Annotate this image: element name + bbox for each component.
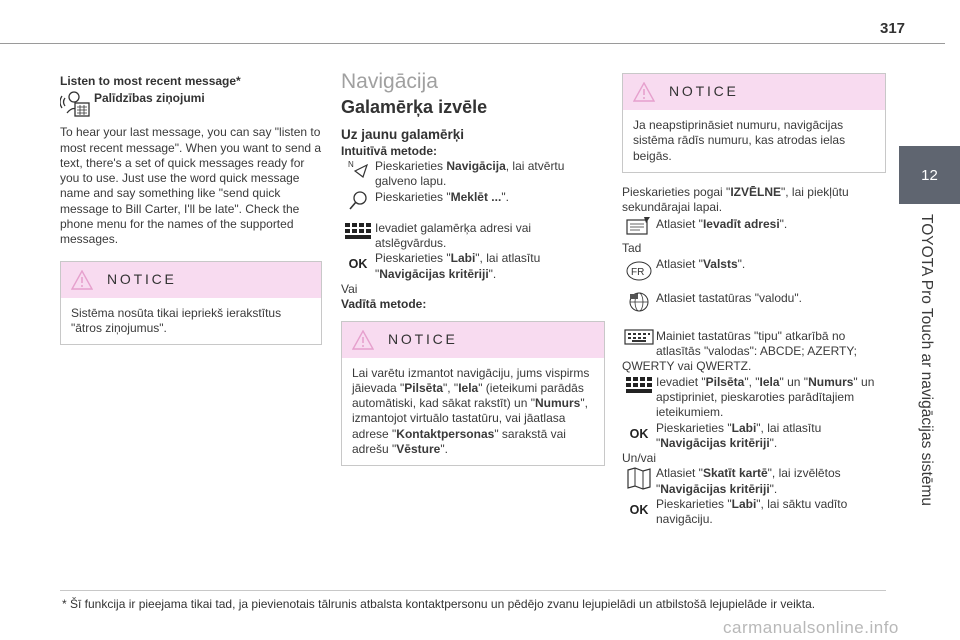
notice-title: NOTICE (669, 83, 739, 100)
header-rule (0, 43, 945, 44)
listen-heading: Listen to most recent message* (60, 74, 241, 88)
left-column (60, 74, 322, 345)
country-icon (622, 257, 656, 281)
map-icon (622, 466, 656, 497)
notice-box-left (60, 261, 322, 346)
chapter-title: TOYOTA Pro Touch ar navigācijas sistēmu (918, 214, 935, 507)
watermark: carmanualsonline.info (723, 618, 899, 637)
right-column (622, 73, 886, 528)
step-navigation: Pieskarieties Navigācija, lai atvērtu galveno lapu. (375, 159, 565, 189)
address-icon (622, 215, 656, 237)
notice-text: Lai varētu izmantot navigāciju, jums vispirms jāievada "Pilsēta", "Iela" (ieteikumi parādās automātiski, kad sākat rakstīt) un "Numurs", izmantojot virtuālo tastatūru, vai jāatlasa adrese "Kontaktpersonas" sarakstā vai adrešu "Vēsture". (352, 365, 590, 457)
keyboard-icon (341, 221, 375, 252)
step-country: Atlasiet "Valsts". (656, 256, 746, 271)
guided-method: Vadītā metode: (341, 297, 427, 312)
warning-icon (352, 330, 374, 350)
subsection-title: Galamērķa izvēle (341, 97, 488, 118)
chapter-tab[interactable]: 12 (899, 146, 960, 204)
language-icon (622, 291, 656, 313)
step-enter-address: Ievadiet galamērķa adresi vai atslēgvārdus. (375, 220, 532, 251)
ok-icon: OK (629, 503, 649, 518)
step-ok: Pieskarieties "Labi", lai atlasītu "Navigācijas kritēriji". (375, 251, 541, 281)
notice-box-right (622, 73, 886, 173)
fr-label: FR (631, 266, 645, 278)
notice-text: Ja neapstiprināsiet numuru, navigācijas sistēma rādīs numuru, kas atrodas ielas beigās. (633, 118, 846, 163)
warning-icon (633, 82, 655, 102)
notice-box-middle (341, 321, 605, 467)
keyboard-type-block (622, 329, 886, 375)
step-keyboard-type: Mainiet tastatūras "tipu" atkarībā no atlasītās "valodas": ABCDE; AZERTY; QWERTY vai QWERTZ. (622, 328, 857, 374)
navigation-icon (341, 159, 375, 190)
enter-address-block (622, 375, 886, 421)
notice-text: Sistēma nosūta tikai iepriekš ierakstītus "ātros ziņojumus". (71, 305, 282, 335)
step-start-guidance: Pieskarieties "Labi", lai sāktu vadīto navigāciju. (656, 497, 848, 527)
step-view-map: Atlasiet "Skatīt kartē", lai izvēlētos "Navigācijas kritēriji". (656, 466, 841, 496)
svg-text:N: N (348, 160, 354, 170)
ok-icon: OK (348, 257, 368, 272)
then-label: Tad (622, 241, 642, 256)
keyboard-type-icon (622, 329, 656, 349)
section-title: Navigācija (341, 70, 438, 93)
notice-title: NOTICE (388, 330, 458, 347)
step-search: Pieskarieties "Meklēt ...". (375, 189, 509, 204)
search-icon (341, 190, 375, 212)
messages-label: Palīdzības ziņojumi (94, 91, 205, 106)
and-or-label: Un/vai (622, 451, 657, 466)
footnote-rule (60, 590, 886, 591)
intuitive-method: Intuitīvā metode: (341, 143, 438, 158)
chapter-sidebar (899, 204, 960, 640)
listen-paragraph: To hear your last message, you can say "listen to most recent message". When you want to send a text, there's a set of quick messages ready for you to use. Just use the word quick message name and say something like "send quick message to Bill Carter, I'll be late". Check the phone menu for the names of the supported messages. (60, 125, 322, 247)
ok-icon: OK (629, 426, 649, 441)
footnote: * Šī funkcija ir pieejama tikai tad, ja pievienotais tālrunis atbalsta kontaktpersonu un pēdējo zvanu lejupielādi un atbilstošā lejupielāde ir veikta. (62, 597, 816, 611)
page-number: 317 (880, 20, 906, 37)
warning-icon (71, 270, 93, 290)
step-language: Atlasiet tastatūras "valodu". (656, 290, 802, 305)
middle-column (341, 70, 605, 466)
step-enter-address: Atlasiet "Ievadīt adresi". (656, 217, 788, 232)
keyboard-icon (622, 375, 656, 407)
speech-message-icon (60, 89, 94, 123)
notice-title: NOTICE (107, 271, 177, 288)
step-city-street: Ievadiet "Pilsēta", "Iela" un "Numurs" un apstipriniet, pieskaroties parādītajiem ieteikumiem. (656, 374, 875, 420)
menu-paragraph: Pieskarieties pogai "IZVĒLNE", lai piekļūtu sekundārajai lapai. (622, 184, 849, 215)
sub-subsection-title: Uz jaunu galamērķi (341, 126, 465, 142)
step-ok: Pieskarieties "Labi", lai atlasītu "Navigācijas kritēriji". (656, 420, 822, 450)
or-label: Vai (341, 281, 358, 296)
